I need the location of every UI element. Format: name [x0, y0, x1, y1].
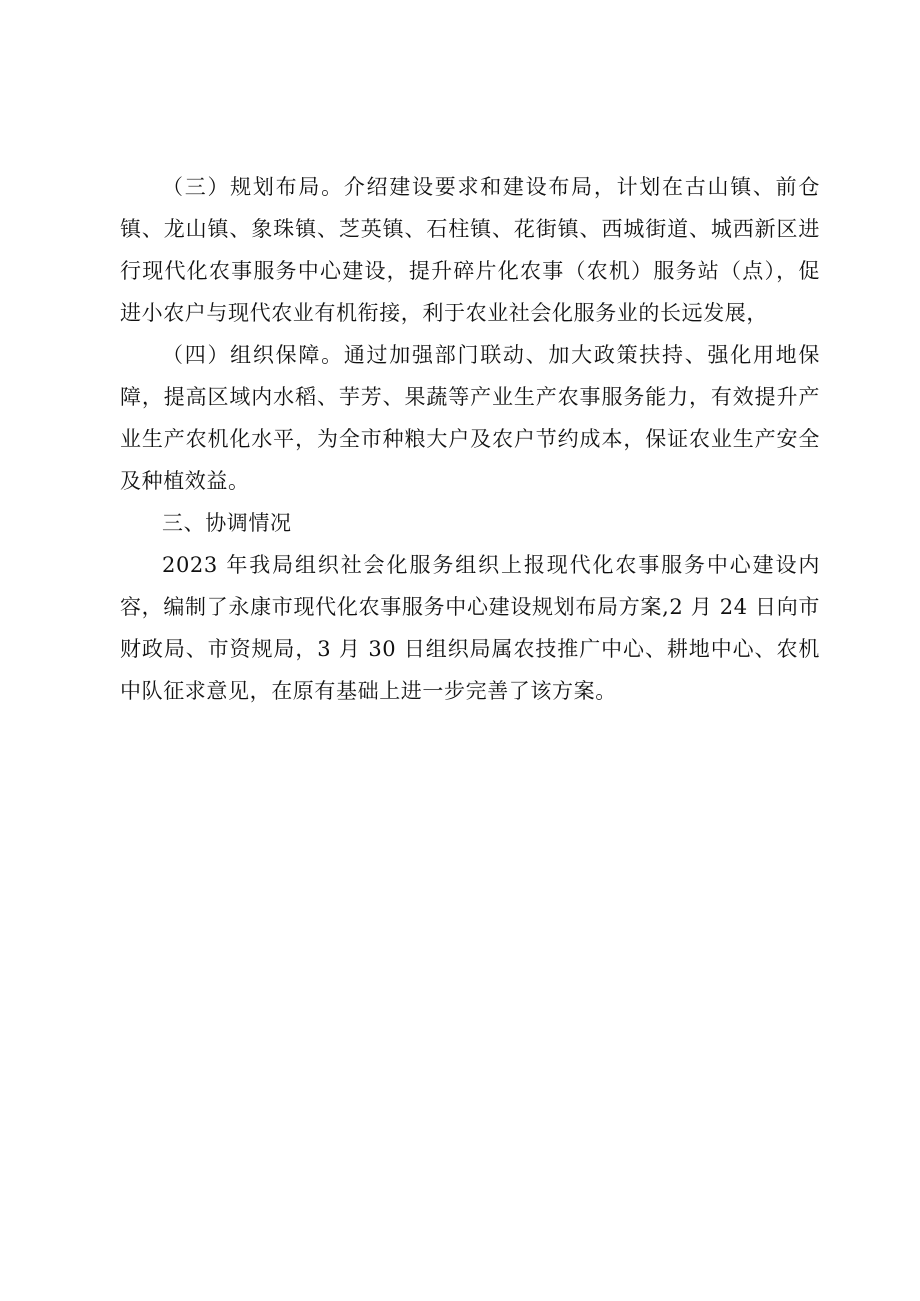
paragraph-coordination-details: 2023 年我局组织社会化服务组织上报现代化农事服务中心建设内容，编制了永康市现代化农事服务中心建设规划布局方案,2 月 24 日向市财政局、市资规局，3 月 30 日组织局属农技推广中心、耕地中心、农机中队征求意见，在原有基础上进一步完善了该方案。	[120, 553, 820, 703]
paragraph-organization-guarantee: （四）组织保障。通过加强部门联动、加大政策扶持、强化用地保障，提高区域内水稻、芋芳、果蔬等产业生产农事服务能力，有效提升产业生产农机化水平，为全市种粮大户及农户节约成本，保证农业生产安全及种植效益。	[120, 343, 820, 493]
section-heading-coordination: 三、协调情况	[162, 511, 292, 535]
document-body	[120, 166, 820, 712]
paragraph-planning-layout: （三）规划布局。介绍建设要求和建设布局，计划在古山镇、前仓镇、龙山镇、象珠镇、芝英镇、石柱镇、花街镇、西城街道、城西新区进行现代化农事服务中心建设，提升碎片化农事（农机）服务站（点），促进小农户与现代农业有机衔接，利于农业社会化服务业的长远发展，	[120, 175, 820, 325]
